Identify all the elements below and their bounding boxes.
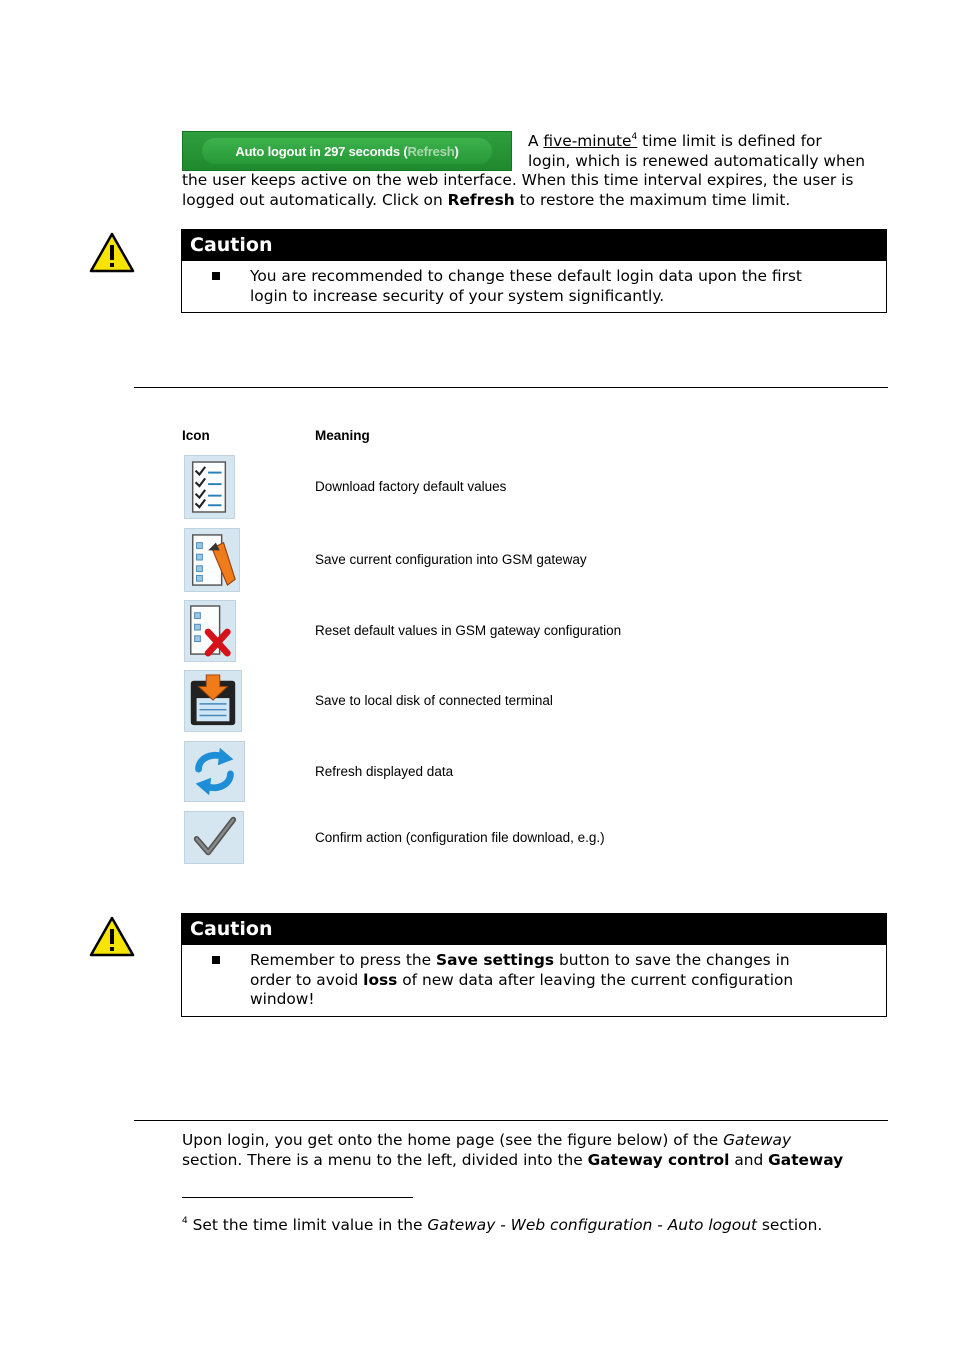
- caution-body: Remember to press the Save settings button to save the changes in order to avoid loss of new data after leaving the current configuration window!: [182, 945, 886, 1016]
- checklist-icon[interactable]: [184, 455, 235, 519]
- intro-line1-rest: time limit is defined for: [637, 132, 822, 150]
- five-minute-link[interactable]: five-minute$^4$: [543, 131, 638, 150]
- intro-refresh-bold: Refresh: [447, 190, 515, 209]
- warning-icon: [89, 915, 135, 957]
- warning-icon: [89, 231, 135, 273]
- caution1-line2: login to increase security of your system significantly.: [250, 286, 665, 305]
- gateway-control-bold: Gateway control: [587, 1150, 730, 1169]
- caution1-line1: You are recommended to change these default login data upon the first: [250, 267, 802, 285]
- footnote: $^4$ Set the time limit value in the Gateway - Web configuration - Auto logout section.: [182, 1215, 823, 1234]
- meaning-row-5: Refresh displayed data: [315, 764, 454, 779]
- gateway-italic: Gateway: [723, 1131, 792, 1149]
- refresh-link[interactable]: Refresh: [407, 143, 455, 159]
- caution2-line3: window!: [250, 990, 315, 1008]
- auto-logout-text: Auto logout in 297 seconds (: [235, 143, 408, 159]
- footnote-number: 4: [182, 1215, 188, 1226]
- homepage-paragraph: Upon login, you get onto the home page (see the figure below) of the Gateway section. There is a menu to the left, divided into the Gateway control and Gateway: [182, 1131, 844, 1169]
- footnote-ref: 4: [631, 131, 638, 142]
- meaning-row-6: Confirm action (configuration file download, e.g.): [315, 830, 605, 845]
- intro-line4-a: logged out automatically. Click on: [182, 190, 448, 209]
- meaning-row-2: Save current configuration into GSM gateway: [315, 552, 587, 567]
- auto-logout-pill: [202, 138, 492, 164]
- intro-paragraph-right: [528, 132, 888, 171]
- caution-box-2: [181, 913, 887, 1017]
- intro-line2: login, which is renewed automatically when: [528, 151, 865, 170]
- bullet-square-icon: [212, 272, 220, 280]
- auto-logout-close-paren: ): [454, 143, 459, 159]
- intro-line4-b: to restore the maximum time limit.: [514, 190, 791, 209]
- loss-bold: loss: [363, 970, 398, 989]
- save-settings-bold: Save settings: [436, 951, 555, 969]
- gateway-bold: Gateway: [768, 1150, 844, 1169]
- section-divider: [134, 387, 888, 388]
- intro-line3: the user keeps active on the web interface. When this time interval expires, the user is: [182, 171, 854, 189]
- table-header-meaning: Meaning: [315, 428, 370, 443]
- intro-paragraph-full: [182, 171, 892, 210]
- caution-body: [182, 261, 886, 312]
- meaning-row-4: Save to local disk of connected terminal: [315, 693, 553, 708]
- footnote-path-italic: Gateway - Web configuration - Auto logout: [427, 1216, 758, 1234]
- caution-box-1: [181, 229, 887, 313]
- save-disk-icon[interactable]: [184, 670, 242, 732]
- save-config-icon[interactable]: [184, 528, 240, 592]
- caution-title: Caution: [182, 230, 886, 261]
- section-divider: [134, 1120, 888, 1121]
- refresh-icon[interactable]: [184, 741, 245, 802]
- confirm-icon[interactable]: [184, 811, 244, 864]
- bullet-square-icon: [212, 956, 220, 964]
- meaning-row-1: Download factory default values: [315, 479, 507, 494]
- intro-a: A: [528, 132, 544, 150]
- meaning-row-3: Reset default values in GSM gateway configuration: [315, 623, 622, 638]
- reset-icon[interactable]: [184, 600, 236, 662]
- caution-title: Caution: [182, 914, 886, 945]
- table-header-icon: Icon: [182, 428, 210, 443]
- auto-logout-banner: [182, 131, 512, 171]
- footnote-divider: [182, 1197, 413, 1198]
